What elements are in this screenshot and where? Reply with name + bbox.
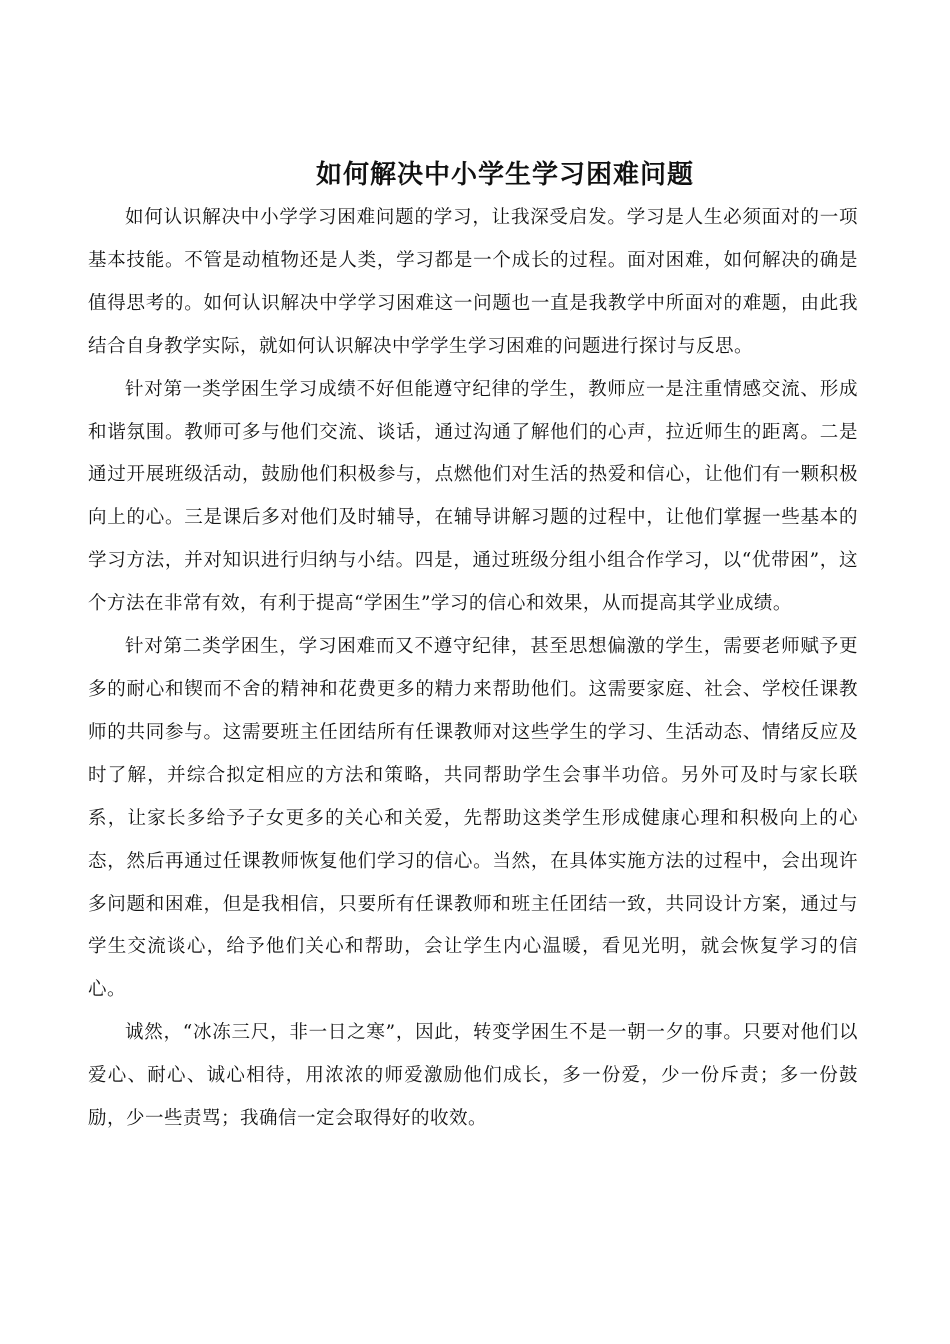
page-title: 如何解决中小学生学习困难问题	[315, 160, 694, 191]
document-body	[88, 197, 858, 1141]
paragraph-first-type: 针对第一类学困生学习成绩不好但能遵守纪律的学生，教师应一是注重情感交流、形成和谐氛围。教师可多与他们交流、谈话，通过沟通了解他们的心声，拉近师生的距离。二是通过开展班级活动，鼓励他们积极参与，点燃他们对生活的热爱和信心，让他们有一颗积极向上的心。三是课后多对他们及时辅导，在辅导讲解习题的过程中，让他们掌握一些基本的学习方法，并对知识进行归纳与小结。四是，通过班级分组小组合作学习，以“优带困”，这个方法在非常有效，有利于提高“学困生”学习的信心和效果，从而提高其学业成绩。	[88, 378, 858, 615]
paragraph-intro: 如何认识解决中小学学习困难问题的学习，让我深受启发。学习是人生必须面对的一项基本技能。不管是动植物还是人类，学习都是一个成长的过程。面对困难，如何解决的确是值得思考的。如何认识解决中学学习困难这一问题也一直是我教学中所面对的难题，由此我结合自身教学实际，就如何认识解决中学学生学习困难的问题进行探讨与反思。	[88, 207, 858, 357]
paragraph-conclusion: 诚然，“冰冻三尺，非一日之寒”，因此，转变学困生不是一朝一夕的事。只要对他们以爱心、耐心、诚心相待，用浓浓的师爱激励他们成长，多一份爱，少一份斥责；多一份鼓励，少一些责骂；我确信一定会取得好的收效。	[88, 1022, 858, 1130]
paragraph-second-type: 针对第二类学困生，学习困难而又不遵守纪律，甚至思想偏激的学生，需要老师赋予更多的耐心和锲而不舍的精神和花费更多的精力来帮助他们。这需要家庭、社会、学校任课教师的共同参与。这需要班主任团结所有任课教师对这些学生的学习、生活动态、情绪反应及时了解，并综合拟定相应的方法和策略，共同帮助学生会事半功倍。另外可及时与家长联系，让家长多给予子女更多的关心和关爱，先帮助这类学生形成健康心理和积极向上的心态，然后再通过任课教师恢复他们学习的信心。当然，在具体实施方法的过程中，会出现许多问题和困难，但是我相信，只要所有任课教师和班主任团结一致，共同设计方案，通过与学生交流谈心，给予他们关心和帮助，会让学生内心温暖，看见光明，就会恢复学习的信心。	[88, 636, 858, 1001]
